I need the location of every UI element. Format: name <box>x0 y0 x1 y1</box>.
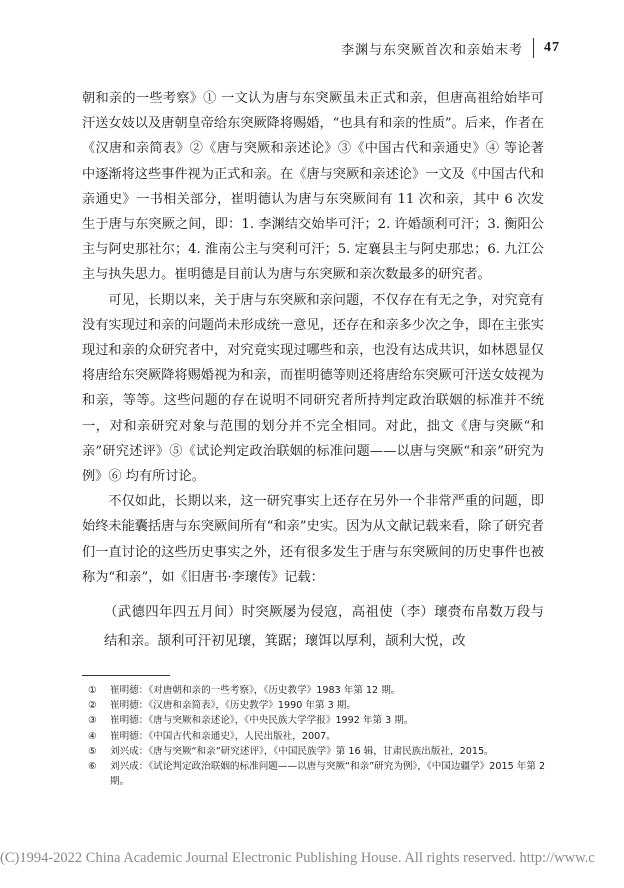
paragraph-2: 可见，长期以来，关于唐与东突厥和亲问题，不仅存在有无之争，对究竟有没有实现过和亲的问题尚未形成统一意见，还存在和亲多少次之争，即在主张实现过和亲的众研究者中，对究竟实现过哪些和亲，也没有达成共识，如林恩显仅将唐给东突厥降将赐婚视为和亲，而崔明德等则还将唐给东突厥可汗送女妓视为和亲，等等。这些问题的存在说明不同研究者所持判定政治联姻的标准并不统一，对和亲研究对象与范围的划分并不完全相同。对此，拙文《唐与突厥“和亲”研究述评》⑤《试论判定政治联姻的标准问题——以唐与突厥“和亲”研究为例》⑥ 均有所讨论。 <box>82 292 544 485</box>
footnote-mark: ⑤ <box>88 745 97 757</box>
footnotes <box>88 683 548 789</box>
footnote-mark: ① <box>88 685 97 696</box>
paragraph-1: 朝和亲的一些考察》① 一文认为唐与东突厥虽未正式和亲，但唐高祖给始毕可汗送女妓以及唐朝皇帝给东突厥降将赐婚，“也具有和亲的性质”。后来，作者在《汉唐和亲简表》②《唐与突厥和亲述论》③《中国古代和亲通史》④ 等论著中逐渐将这些事件视为正式和亲。在《唐与突厥和亲述论》一文及《中国古代和亲通史》一书相关部分，崔明德认为唐与东突厥间有 11 次和亲，其中 6 次发生于唐与东突厥之间，即：1. 李渊结交始毕可汗；2. 许婚颉利可汗；3. 衡阳公主与阿史那社尔；4. 淮南公主与突利可汗；5. 定襄县主与阿史那忠；6. 九江公主与执失思力。崔明德是目前认为唐与东突厥和亲次数最多的研究者。 <box>82 91 544 283</box>
footnote-mark: ③ <box>88 715 97 727</box>
footnote-6 <box>88 759 548 789</box>
header-divider <box>533 38 534 58</box>
footnote-text: 刘兴成：《试论判定政治联姻的标准问题——以唐与突厥“和亲”研究为例》，《中国边疆学》2015 年第 2 期。 <box>110 761 546 788</box>
footnote-mark: ② <box>88 700 97 712</box>
footnote-text: 崔明德：《汉唐和亲简表》，《历史教学》1990 年第 3 期。 <box>110 700 356 712</box>
footnote-4 <box>88 729 548 744</box>
footnote-2 <box>88 698 548 713</box>
footnote-text: 刘兴成：《唐与突厥“和亲”研究述评》，《中国民族学》第 16 辑，甘肃民族出版社，2015。 <box>110 745 494 757</box>
running-head-title: 李渊与东突厥首次和亲始末考 <box>340 42 523 58</box>
block-quote: （武德四年四五月间）时突厥屡为侵寇，高祖使（李）瓌赍布帛数万段与结和亲。颉利可汗初见瓌，箕踞；瓌饵以厚利，颉利大悦，改 <box>104 605 544 649</box>
footnote-mark: ④ <box>88 730 97 742</box>
footnote-5 <box>88 744 548 759</box>
page-number: 47 <box>544 40 560 55</box>
footnote-text: 崔明德：《唐与突厥和亲述论》，《中央民族大学学报》1992 年第 3 期。 <box>110 715 414 727</box>
copyright-notice: (C)1994-2022 China Academic Journal Electronic Publishing House. All rights reserved. http://www.c <box>0 850 595 866</box>
footnote-text: 崔明德：《对唐朝和亲的一些考察》，《历史教学》1983 年第 12 期。 <box>110 685 401 696</box>
running-head <box>341 38 560 58</box>
body-text <box>82 86 544 590</box>
paragraph-3: 不仅如此，长期以来，这一研究事实上还存在另外一个非常严重的问题，即始终未能囊括唐与东突厥间所有“和亲”史实。因为从文献记载来看，除了研究者们一直讨论的这些历史事实之外，还有很多发生于唐与东突厥间的历史事件也被称为“和亲”，如《旧唐书·李瓌传》记载： <box>82 494 544 585</box>
footnote-divider <box>82 675 170 676</box>
footnote-1 <box>88 683 548 698</box>
footnote-text: 崔明德：《中国古代和亲通史》，人民出版社，2007。 <box>110 730 336 742</box>
footnote-3 <box>88 713 548 728</box>
footnote-mark: ⑥ <box>88 761 97 773</box>
